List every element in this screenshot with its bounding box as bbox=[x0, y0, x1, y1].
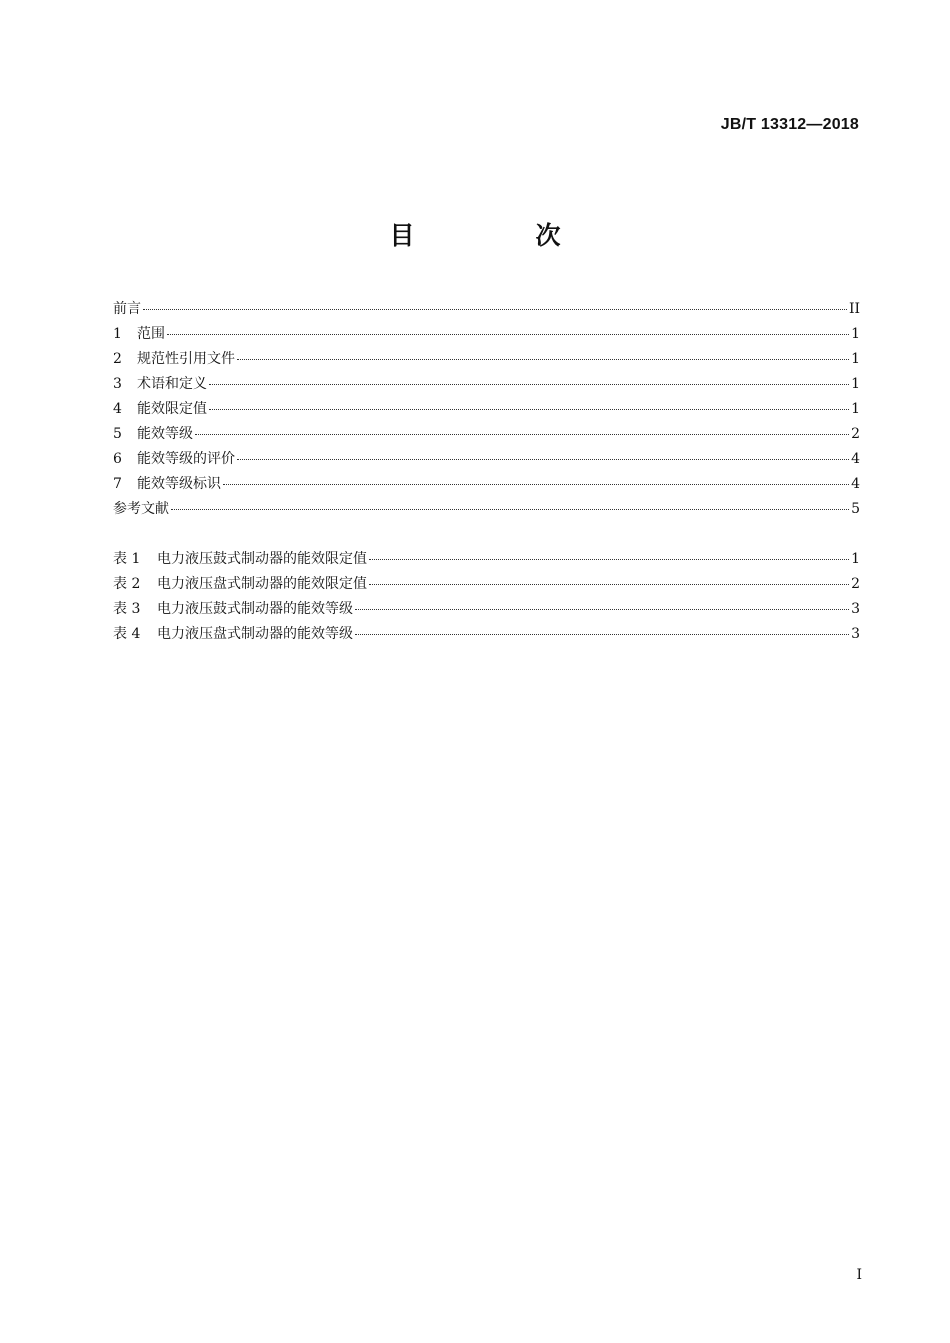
leader-dots bbox=[355, 608, 849, 610]
toc-entry-terms-definitions[interactable] bbox=[113, 372, 860, 397]
toc-entry-number: 2 bbox=[113, 351, 122, 367]
toc-entry-grade-evaluation[interactable] bbox=[113, 447, 860, 472]
leader-dots bbox=[355, 633, 849, 635]
toc-entry-number: 6 bbox=[113, 451, 122, 467]
toc-entry-number: 7 bbox=[113, 476, 122, 492]
toc-entry-number: 表 4 bbox=[113, 626, 141, 642]
toc-entry-page: 5 bbox=[851, 501, 860, 517]
toc-entry-page: 1 bbox=[851, 351, 860, 367]
toc-entry-label: 电力液压鼓式制动器的能效限定值 bbox=[157, 551, 367, 567]
leader-dots bbox=[167, 333, 849, 335]
toc-entry-page: 1 bbox=[851, 551, 860, 567]
toc-entry-page: 4 bbox=[851, 451, 860, 467]
leader-dots bbox=[143, 308, 847, 310]
toc-entry-bibliography[interactable] bbox=[113, 497, 860, 522]
toc-entry-page: 3 bbox=[851, 626, 860, 642]
leader-dots bbox=[237, 458, 849, 460]
toc-entry-number: 表 3 bbox=[113, 601, 141, 617]
toc-entry-page: 1 bbox=[851, 326, 860, 342]
toc-entry-label: 能效等级的评价 bbox=[137, 451, 235, 467]
toc-entry-number: 5 bbox=[113, 426, 122, 442]
standard-code: JB/T 13312—2018 bbox=[720, 116, 859, 133]
toc-entry-page: 4 bbox=[851, 476, 860, 492]
toc-entry-label: 术语和定义 bbox=[137, 376, 207, 392]
toc-entry-number: 3 bbox=[113, 376, 122, 392]
toc-entry-efficiency-grades[interactable] bbox=[113, 422, 860, 447]
toc-entry-foreword[interactable] bbox=[113, 297, 860, 322]
toc-entry-table-1[interactable] bbox=[113, 547, 860, 572]
toc-entry-page: 1 bbox=[851, 401, 860, 417]
toc-entry-page: II bbox=[848, 301, 860, 317]
leader-dots bbox=[237, 358, 849, 360]
leader-dots bbox=[209, 408, 849, 410]
toc-sections bbox=[113, 297, 860, 522]
toc-entry-label: 参考文献 bbox=[113, 501, 169, 517]
toc-entry-table-2[interactable] bbox=[113, 572, 860, 597]
toc-entry-page: 3 bbox=[851, 601, 860, 617]
leader-dots bbox=[369, 583, 849, 585]
toc-entry-label: 能效等级 bbox=[137, 426, 193, 442]
toc-entry-table-4[interactable] bbox=[113, 622, 860, 647]
leader-dots bbox=[209, 383, 849, 385]
toc-entry-table-3[interactable] bbox=[113, 597, 860, 622]
toc-entry-grade-labeling[interactable] bbox=[113, 472, 860, 497]
toc-entry-label: 电力液压鼓式制动器的能效等级 bbox=[157, 601, 353, 617]
leader-dots bbox=[171, 508, 849, 510]
toc-entry-page: 1 bbox=[851, 376, 860, 392]
leader-dots bbox=[223, 483, 849, 485]
toc-entry-page: 2 bbox=[851, 426, 860, 442]
toc-entry-label: 范围 bbox=[137, 326, 165, 342]
toc-entry-normative-references[interactable] bbox=[113, 347, 860, 372]
toc-entry-label: 能效等级标识 bbox=[137, 476, 221, 492]
page-number: I bbox=[856, 1267, 862, 1283]
toc-entry-number: 1 bbox=[113, 326, 122, 342]
toc-entry-page: 2 bbox=[851, 576, 860, 592]
toc-entry-number: 表 2 bbox=[113, 576, 141, 592]
toc-tables bbox=[113, 547, 860, 647]
toc-entry-efficiency-limits[interactable] bbox=[113, 397, 860, 422]
toc-entry-label: 前言 bbox=[113, 301, 141, 317]
toc-entry-label: 能效限定值 bbox=[137, 401, 207, 417]
toc-entry-number: 表 1 bbox=[113, 551, 141, 567]
toc-entry-scope[interactable] bbox=[113, 322, 860, 347]
toc-entry-label: 电力液压盘式制动器的能效限定值 bbox=[157, 576, 367, 592]
toc-entry-number: 4 bbox=[113, 401, 122, 417]
toc-entry-label: 规范性引用文件 bbox=[137, 351, 235, 367]
leader-dots bbox=[369, 558, 849, 560]
page-title: 目 次 bbox=[389, 221, 609, 250]
toc-entry-label: 电力液压盘式制动器的能效等级 bbox=[157, 626, 353, 642]
leader-dots bbox=[195, 433, 849, 435]
